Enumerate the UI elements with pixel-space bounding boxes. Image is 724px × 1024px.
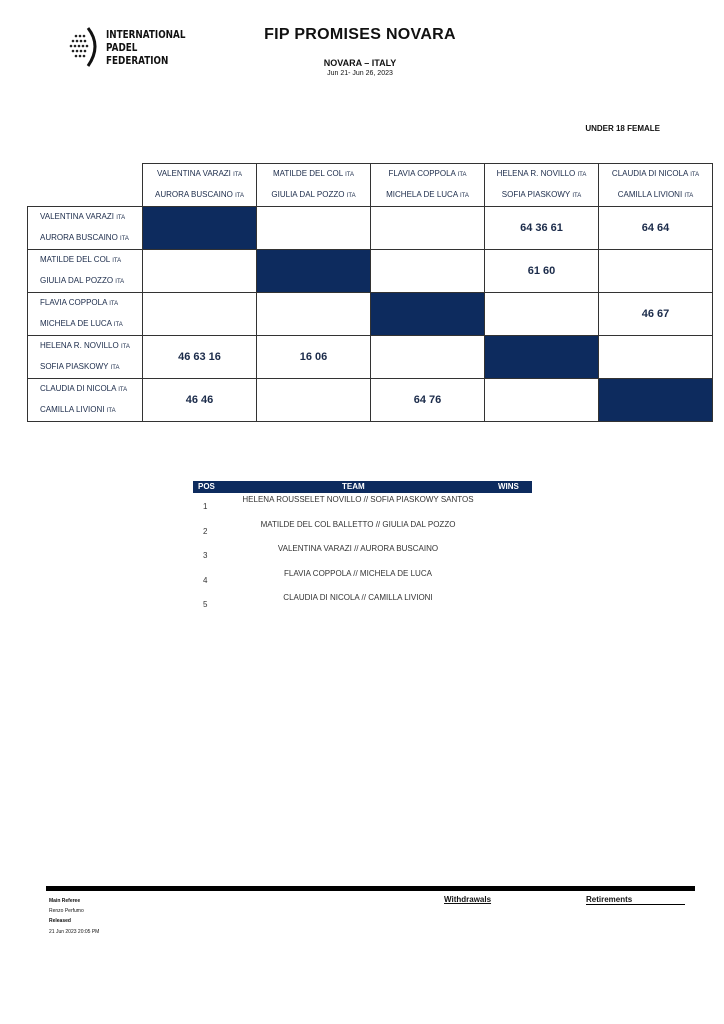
match-result-cell — [599, 207, 713, 250]
match-score: 46 67 — [641, 308, 670, 320]
standings-table — [193, 481, 532, 616]
round-robin-grid — [27, 163, 713, 422]
row-team-header: CLAUDIA DI NICOLA ITA CAMILLA LIVIONI ITA — [28, 379, 143, 422]
match-result-cell — [485, 379, 599, 422]
self-match-cell — [599, 379, 713, 422]
released-date: 21 Jun 2023 20:05 PM — [49, 929, 100, 935]
referee-label: Main Referee — [49, 898, 81, 904]
match-score: 64 76 — [413, 394, 442, 406]
standing-position: 4 — [203, 575, 208, 585]
footer-divider — [46, 886, 695, 891]
logo-line: PADEL — [106, 41, 138, 54]
standing-team: CLAUDIA DI NICOLA // CAMILLA LIVIONI — [283, 593, 433, 602]
logo-line: INTERNATIONAL — [106, 28, 186, 41]
grid-row — [28, 379, 713, 422]
standings-row — [193, 518, 532, 543]
match-result-cell — [143, 250, 257, 293]
standing-position: 1 — [203, 502, 208, 511]
team-header: TEAM — [342, 482, 365, 491]
standings-row — [193, 567, 532, 592]
match-score: 46 46 — [185, 394, 214, 406]
self-match-cell — [143, 207, 257, 250]
column-team-header: FLAVIA COPPOLA ITA MICHELA DE LUCA ITA — [371, 164, 485, 207]
tournament-location: NOVARA – ITALY — [323, 58, 397, 68]
match-result-cell — [599, 250, 713, 293]
match-score: 46 63 16 — [178, 351, 221, 363]
standings-row — [193, 542, 532, 567]
self-match-cell — [371, 293, 485, 336]
grid-row — [28, 336, 713, 379]
standing-team: FLAVIA COPPOLA // MICHELA DE LUCA — [284, 568, 432, 578]
row-team-header: FLAVIA COPPOLA ITA MICHELA DE LUCA ITA — [28, 293, 143, 336]
column-team-header: HELENA R. NOVILLO ITA SOFIA PIASKOWY ITA — [485, 164, 599, 207]
match-result-cell — [143, 293, 257, 336]
tournament-dates: Jun 21- Jun 26, 2023 — [327, 70, 393, 77]
grid-row — [28, 293, 713, 336]
row-team-header: HELENA R. NOVILLO ITA SOFIA PIASKOWY ITA — [28, 336, 143, 379]
match-result-cell — [371, 250, 485, 293]
wins-header: WINS — [498, 482, 519, 491]
referee-name: Renzo Perfumo — [49, 908, 84, 914]
standings-row — [193, 493, 532, 518]
match-result-cell — [143, 379, 257, 422]
match-result-cell — [371, 207, 485, 250]
match-result-cell — [485, 293, 599, 336]
standing-team: VALENTINA VARAZI // AURORA BUSCAINO — [277, 544, 439, 553]
match-score: 64 36 61 — [520, 222, 563, 234]
row-team-header: VALENTINA VARAZI ITA AURORA BUSCAINO ITA — [28, 207, 143, 250]
self-match-cell — [485, 336, 599, 379]
standings-header — [193, 481, 532, 493]
match-score: 16 06 — [299, 351, 328, 363]
column-team-header: VALENTINA VARAZI ITA AURORA BUSCAINO ITA — [143, 164, 257, 207]
standing-position: 5 — [203, 600, 208, 609]
padel-ball-logo-icon — [68, 26, 104, 70]
standings-row — [193, 591, 532, 616]
standing-team: MATILDE DEL COL BALLETTO // GIULIA DAL POZZO — [260, 519, 456, 529]
match-result-cell — [485, 207, 599, 250]
row-team-header: MATILDE DEL COL ITA GIULIA DAL POZZO ITA — [28, 250, 143, 293]
match-result-cell — [599, 336, 713, 379]
standing-team: HELENA ROUSSELET NOVILLO // SOFIA PIASKOWY SANTOS — [242, 495, 474, 504]
match-result-cell — [485, 250, 599, 293]
column-team-header: CLAUDIA DI NICOLA ITA CAMILLA LIVIONI ITA — [599, 164, 713, 207]
match-result-cell — [599, 293, 713, 336]
match-result-cell — [257, 336, 371, 379]
retirements-label: Retirements — [586, 895, 685, 905]
standing-position: 3 — [203, 551, 208, 560]
match-result-cell — [371, 336, 485, 379]
fip-logo — [68, 26, 188, 70]
match-result-cell — [143, 336, 257, 379]
self-match-cell — [257, 250, 371, 293]
column-team-header: MATILDE DEL COL ITA GIULIA DAL POZZO ITA — [257, 164, 371, 207]
released-label: Released — [49, 918, 71, 924]
grid-row — [28, 250, 713, 293]
match-score: 64 64 — [641, 222, 670, 234]
match-score: 61 60 — [527, 265, 556, 277]
pos-header: POS — [198, 482, 215, 491]
match-result-cell — [257, 293, 371, 336]
match-result-cell — [371, 379, 485, 422]
logo-line: FEDERATION — [106, 54, 169, 67]
match-result-cell — [257, 207, 371, 250]
grid-row — [28, 207, 713, 250]
standing-position: 2 — [203, 526, 208, 536]
category-label: UNDER 18 FEMALE — [585, 124, 660, 133]
tournament-title: FIP PROMISES NOVARA — [264, 26, 456, 43]
match-result-cell — [257, 379, 371, 422]
corner-cell — [28, 164, 143, 207]
withdrawals-label: Withdrawals — [444, 895, 492, 904]
